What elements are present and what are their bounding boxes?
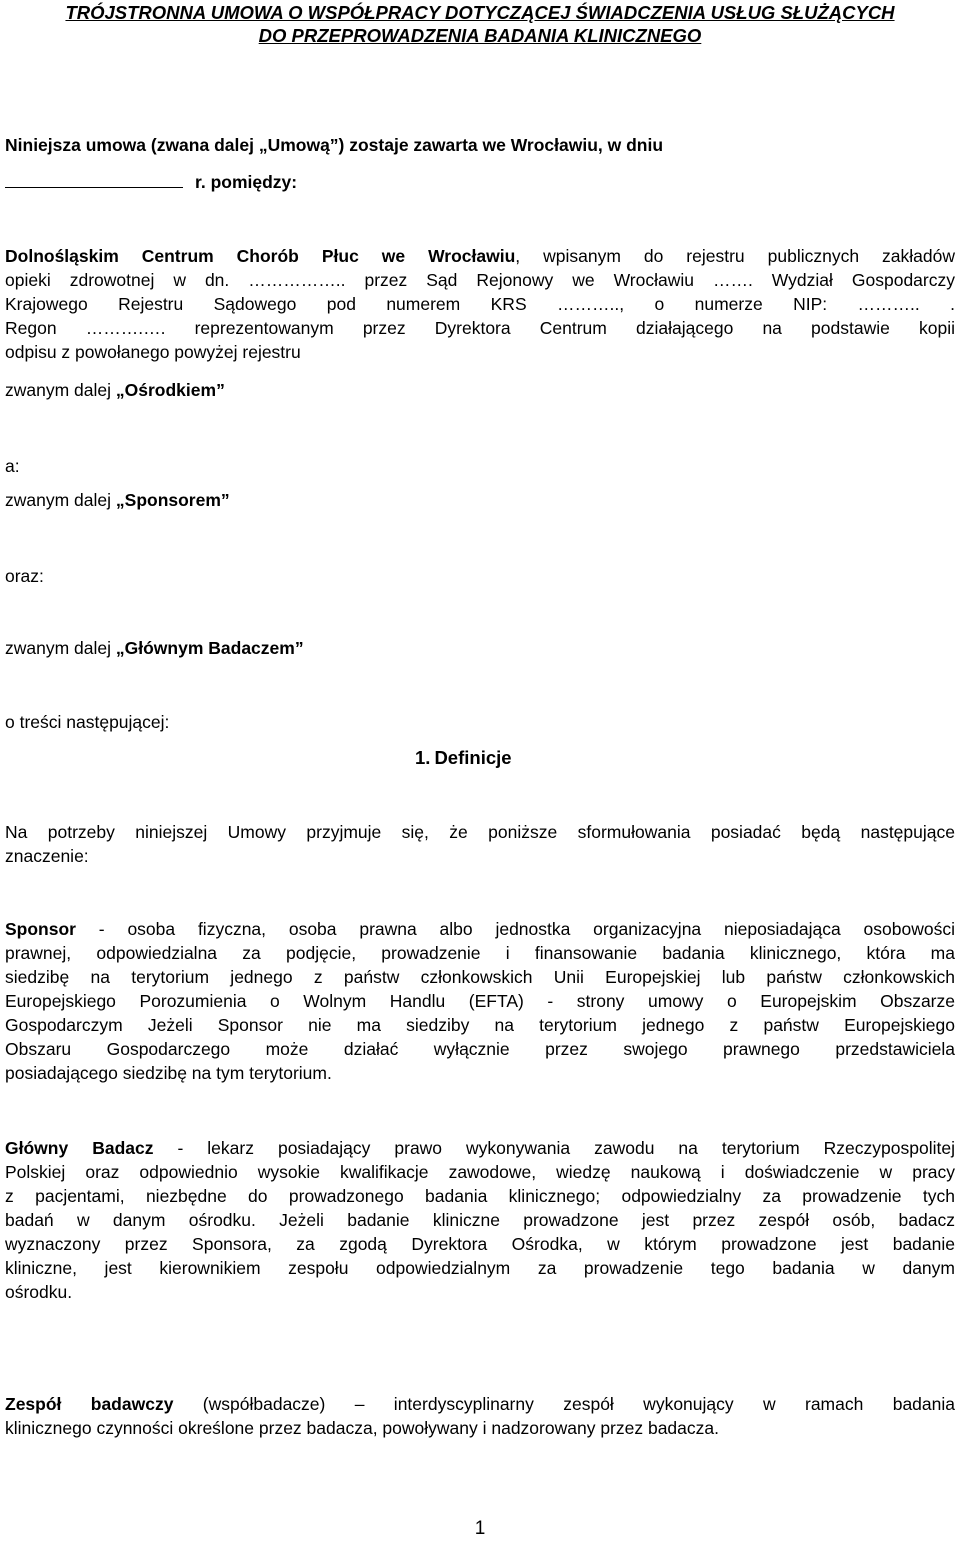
party1-line-3: Krajowego Rejestru Sądowego pod numerem KRS ……….., o numerze NIP: ……….. .: [5, 294, 955, 314]
party1-alias-name: „Ośrodkiem”: [115, 380, 225, 400]
party1-block: [5, 244, 955, 364]
definitions-intro: [5, 820, 955, 868]
party3-alias-name: „Głównym Badaczem”: [115, 638, 304, 658]
title-line-2: DO PRZEPROWADZENIA BADANIA KLINICZNEGO: [258, 25, 702, 46]
term-main-investigator: Główny Badacz: [5, 1138, 154, 1158]
definition-sponsor: Sponsor - osoba fizyczna, osoba prawna albo jednostka organizacyjna nieposiadająca osobowości prawnej, odpowiedzialna za podjęcie, prowadzenie i finansowanie badania klinicznego, która ma siedzibę na terytorium jednego z państw członkowskich Unii Europejskiej lub państw członkowskich Europejskiego Porozumienia o Wolnym Handlu (EFTA) - strony umowy o Europejskim Obszarze Gospodarczym Jeżeli Sponsor nie ma siedziby na terytorium jednego z państw Europejskiego Obszaru Gospodarczego może działać wyłącznie przez swojego prawnego przedstawiciela posiadającego siedzibę na tym terytorium.: [5, 919, 955, 1083]
party1-line-5: odpisu z powołanego powyżej rejestru: [5, 342, 301, 362]
party3-alias: zwanym dalej „Głównym Badaczem”: [5, 638, 304, 658]
intro-date-line: [5, 170, 955, 194]
content-intro: o treści następującej:: [5, 712, 170, 732]
section-1-title: Definicje: [434, 747, 512, 768]
definitions-intro-line-1: Na potrzeby niniejszej Umowy przyjmuje się, że poniższe sformułowania posiadać będą następujące: [5, 822, 955, 842]
party1-name: Dolnośląskim Centrum Chorób Płuc we Wrocławiu: [5, 246, 516, 266]
party2-alias-name: „Sponsorem”: [115, 490, 230, 510]
connector-oraz: oraz:: [5, 566, 44, 586]
connector-a: a:: [5, 456, 20, 476]
section-1-heading: [415, 746, 512, 770]
party1-line-4: Regon ……….…. reprezentowanym przez Dyrektora Centrum działającego na podstawie kopii: [5, 318, 955, 338]
page-number: 1: [474, 1518, 486, 1539]
date-blank: [5, 171, 183, 188]
definition-main-investigator: Główny Badacz - lekarz posiadający prawo wykonywania zawodu na terytorium Rzeczypospolitej Polskiej oraz odpowiednio wysokie kwalifikacje zawodowe, wiedzę naukową i doświadczenie w pracy z pacjentami, niezbędne do prowadzonego badania klinicznego; odpowiedzialny za prowadzenie tych badań w danym ośrodku. Jeżeli badanie kliniczne prowadzone jest przez zespół osób, badacz wyznaczony przez Sponsora, za zgodą Dyrektora Ośrodka, w którym prowadzone jest badanie kliniczne, jest kierownikiem zespołu odpowiedzialnym za prowadzenie tego badania w danym ośrodku.: [5, 1138, 955, 1302]
party1-line-2: opieki zdrowotnej w dn. …………….. przez Sąd Rejonowy we Wrocławiu ……. Wydział Gospodarczy: [5, 270, 955, 290]
definitions-intro-line-2: znaczenie:: [5, 846, 89, 866]
section-1-number: 1.: [415, 747, 431, 768]
term-sponsor: Sponsor: [5, 919, 76, 939]
party1-line-1: Dolnośląskim Centrum Chorób Płuc we Wrocławiu, wpisanym do rejestru publicznych zakładów: [5, 246, 955, 266]
title-line-1: TRÓJSTRONNA UMOWA O WSPÓŁPRACY DOTYCZĄCEJ ŚWIADCZENIA USŁUG SŁUŻĄCYCH: [65, 2, 895, 23]
term-research-team: Zespół badawczy: [5, 1394, 174, 1414]
document-title: [0, 1, 960, 47]
definition-research-team: Zespół badawczy (współbadacze) – interdyscyplinarny zespół wykonujący w ramach badania klinicznego czynności określone przez badacza, powoływany i nadzorowany przez badacza.: [5, 1394, 955, 1438]
party2-alias: zwanym dalej „Sponsorem”: [5, 490, 230, 510]
party1-alias: zwanym dalej „Ośrodkiem”: [5, 380, 225, 400]
date-suffix: r. pomiędzy:: [195, 172, 298, 192]
intro-line: Niniejsza umowa (zwana dalej „Umową”) zostaje zawarta we Wrocławiu, w dniu: [5, 135, 664, 155]
